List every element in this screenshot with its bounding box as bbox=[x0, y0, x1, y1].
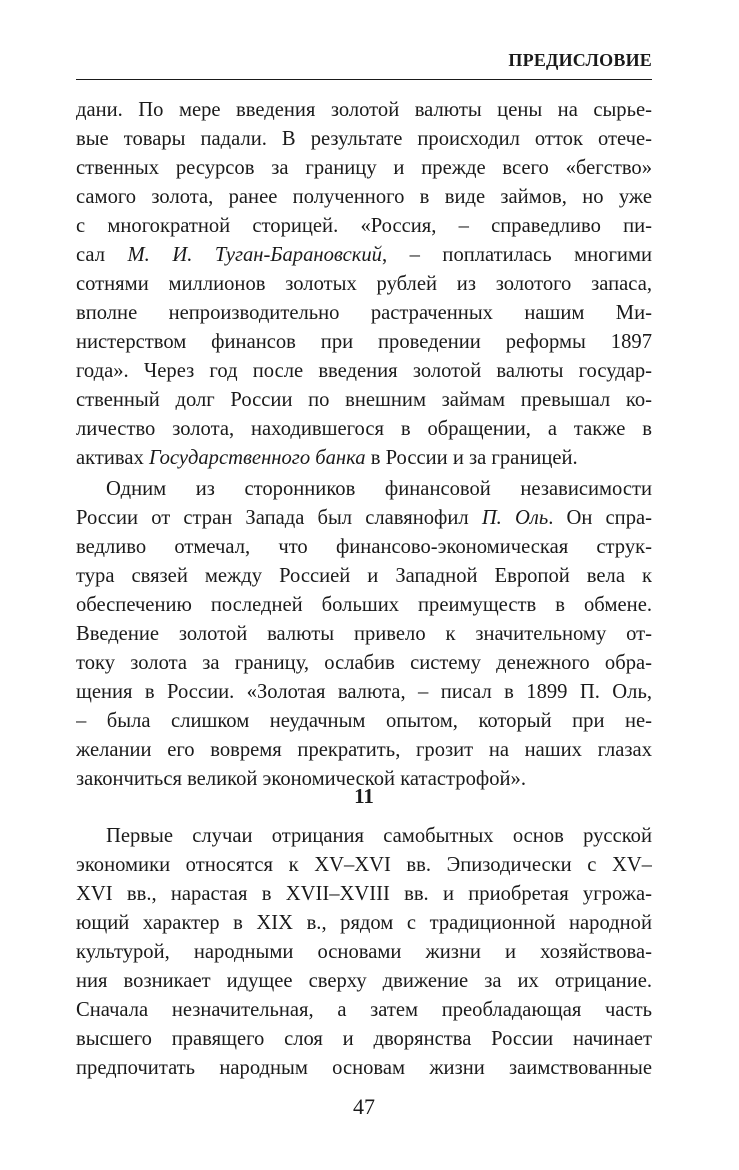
text-line: Одним из сторонников финансовой независимости bbox=[106, 478, 652, 500]
text-line: Сначала незначительная, а затем преобладающая часть bbox=[76, 999, 652, 1021]
text-line: ния возникает идущее сверху движение за их отрицание. bbox=[76, 970, 652, 992]
text-line: Первые случаи отрицания самобытных основ русской bbox=[106, 825, 652, 847]
text-line: самого золота, ранее полученного в виде займов, но уже bbox=[76, 186, 652, 208]
book-page bbox=[76, 0, 652, 1170]
text-line: – была слишком неудачным опытом, который при не- bbox=[76, 710, 652, 732]
text-line: личество золота, находившегося в обращении, а также в bbox=[76, 418, 652, 440]
text-span: активах bbox=[76, 447, 149, 469]
text-line bbox=[76, 444, 652, 473]
author-name: П. Оль bbox=[481, 507, 549, 529]
text-line: XVI вв., нарастая в XVII–XVIII вв. и приобретая угрожа- bbox=[76, 883, 652, 905]
text-line: обеспечению последней больших преимуществ в обмене. bbox=[76, 594, 652, 616]
text-line: тура связей между Россией и Западной Европой вела к bbox=[76, 565, 652, 587]
text-span: в России и за границей. bbox=[365, 447, 578, 469]
author-name: М. И. Туган-Барановский bbox=[127, 244, 382, 266]
text-line: току золота за границу, ослабив систему денежного обра- bbox=[76, 652, 652, 674]
text-line: предпочитать народным основам жизни заимствованные bbox=[76, 1057, 652, 1079]
text-line: щения в России. «Золотая валюта, – писал в 1899 П. Оль, bbox=[76, 681, 652, 703]
text-line: закончиться великой экономической катастрофой». bbox=[76, 768, 526, 790]
text-line: ведливо отмечал, что финансово-экономическая струк- bbox=[76, 536, 652, 558]
text-line: вые товары падали. В результате происходил отток отече- bbox=[76, 128, 652, 150]
text-line: экономики относятся к XV–XVI вв. Эпизодически с XV– bbox=[76, 854, 652, 876]
text-line: нистерством финансов при проведении реформы 1897 bbox=[76, 331, 652, 353]
text-line bbox=[76, 504, 652, 533]
text-line: ственный долг России по внешним займам превышал ко- bbox=[76, 389, 652, 411]
text-span: России от стран Запада был славянофил bbox=[76, 507, 482, 529]
text-line: ющий характер в XIX в., рядом с традиционной народной bbox=[76, 912, 652, 934]
text-span: . Он спра- bbox=[548, 507, 652, 529]
text-line: с многократной сторицей. «Россия, – справедливо пи- bbox=[76, 215, 652, 237]
page-number: 47 bbox=[353, 1094, 375, 1119]
text-line bbox=[76, 241, 652, 270]
text-line: высшего правящего слоя и дворянства России начинает bbox=[76, 1028, 652, 1050]
header-rule bbox=[76, 79, 652, 80]
institution-name: Государственного банка bbox=[148, 447, 366, 469]
text-span: сал bbox=[76, 244, 128, 266]
text-line: желании его вовремя прекратить, грозит на наших глазах bbox=[76, 739, 652, 761]
text-span: , – поплатилась многими bbox=[381, 244, 652, 266]
text-line: дани. По мере введения золотой валюты цены на сырье- bbox=[76, 99, 652, 121]
text-line: Введение золотой валюты привело к значительному от- bbox=[76, 623, 652, 645]
text-line: сотнями миллионов золотых рублей из золотого запаса, bbox=[76, 273, 652, 295]
running-header: ПРЕДИСЛОВИЕ bbox=[508, 50, 652, 70]
text-line: года». Через год после введения золотой валюты государ- bbox=[76, 360, 652, 382]
text-line: культурой, народными основами жизни и хозяйствова- bbox=[76, 941, 652, 963]
text-line: ственных ресурсов за границу и прежде всего «бегство» bbox=[76, 157, 652, 179]
text-line: вполне непроизводительно растраченных нашим Ми- bbox=[76, 302, 652, 324]
section-number: 11 bbox=[354, 784, 374, 808]
